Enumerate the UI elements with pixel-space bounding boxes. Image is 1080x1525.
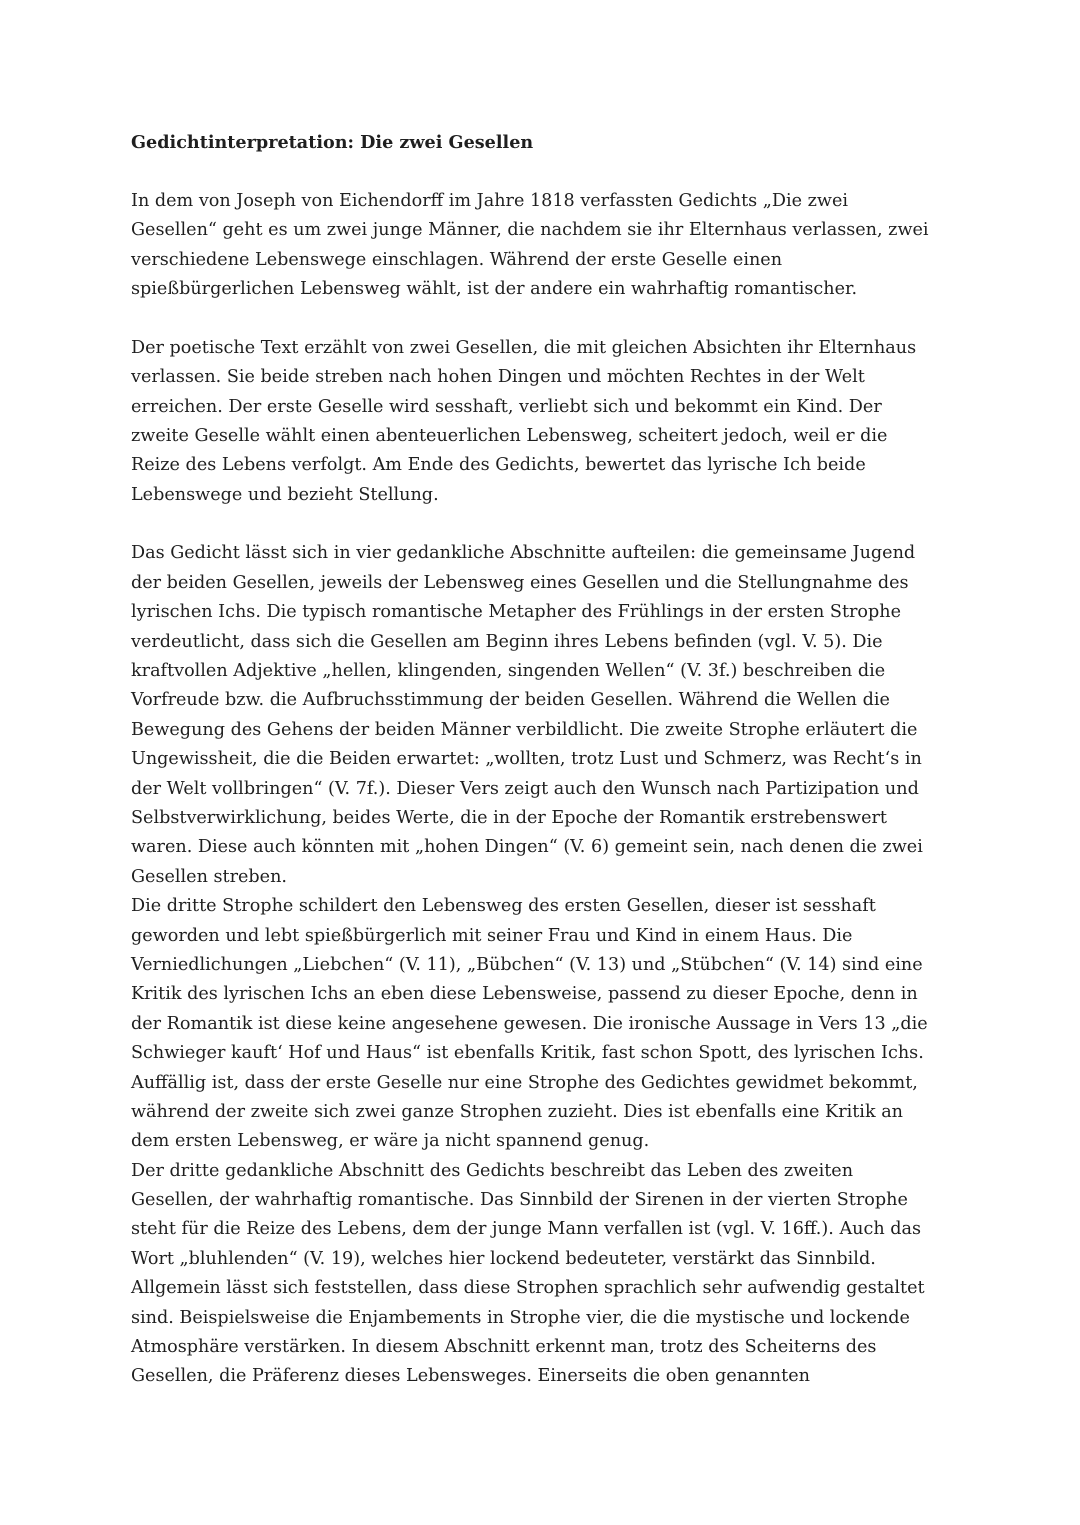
text-line: zweite Geselle wählt einen abenteuerlichen Lebensweg, scheitert jedoch, weil er die xyxy=(131,425,888,446)
document-body xyxy=(131,128,951,1392)
text-line: Der dritte gedankliche Abschnitt des Gedichts beschreibt das Leben des zweiten xyxy=(131,1160,854,1181)
text-line: Auffällig ist, dass der erste Geselle nur eine Strophe des Gedichtes gewidmet bekommt, xyxy=(131,1072,918,1093)
text-line: Der poetische Text erzählt von zwei Gesellen, die mit gleichen Absichten ihr Elternhaus xyxy=(131,337,917,358)
paragraph-gap xyxy=(131,304,951,333)
text-line: Selbstverwirklichung, beides Werte, die in der Epoche der Romantik erstrebenswert xyxy=(131,807,887,828)
text-line: In dem von Joseph von Eichendorff im Jahre 1818 verfassten Gedichts „Die zwei xyxy=(131,190,848,211)
text-line: Reize des Lebens verfolgt. Am Ende des Gedichts, bewertet das lyrische Ich beide xyxy=(131,455,866,476)
text-line: Vorfreude bzw. die Aufbruchsstimmung der beiden Gesellen. Während die Wellen die xyxy=(131,690,890,711)
text-line: Lebenswege und bezieht Stellung. xyxy=(131,484,439,505)
text-line: dem ersten Lebensweg, er wäre ja nicht spannend genug. xyxy=(131,1131,650,1152)
text-line: Schwieger kauft‘ Hof und Haus“ ist ebenfalls Kritik, fast schon Spott, des lyrischen Ichs. xyxy=(131,1043,924,1064)
text-line: verschiedene Lebenswege einschlagen. Während der erste Geselle einen xyxy=(131,249,783,270)
text-line: verdeutlicht, dass sich die Gesellen am Beginn ihres Lebens befinden (vgl. V. 5). Die xyxy=(131,631,883,652)
text-line: Allgemein lässt sich feststellen, dass diese Strophen sprachlich sehr aufwendig gestaltet xyxy=(131,1278,925,1299)
text-line: waren. Diese auch könnten mit „hohen Dingen“ (V. 6) gemeint sein, nach denen die zwei xyxy=(131,837,923,858)
text-line: Gesellen, die Präferenz dieses Lebensweges. Einerseits die oben genannten xyxy=(131,1366,810,1387)
text-line: Gesellen streben. xyxy=(131,866,288,887)
text-line: Die dritte Strophe schildert den Lebensweg des ersten Gesellen, dieser ist sesshaft xyxy=(131,896,876,917)
text-line: verlassen. Sie beide streben nach hohen Dingen und möchten Rechtes in der Welt xyxy=(131,367,865,388)
text-line: Gesellen“ geht es um zwei junge Männer, die nachdem sie ihr Elternhaus verlassen, zwei xyxy=(131,220,929,241)
document-title: Gedichtinterpretation: Die zwei Gesellen xyxy=(131,132,534,153)
text-line: Gesellen, der wahrhaftig romantische. Das Sinnbild der Sirenen in der vierten Strophe xyxy=(131,1190,908,1211)
paragraph-gap xyxy=(131,510,951,539)
text-line: Verniedlichungen „Liebchen“ (V. 11), „Bübchen“ (V. 13) und „Stübchen“ (V. 14) sind eine xyxy=(131,954,923,975)
paragraph-gap xyxy=(131,157,951,186)
text-line: sind. Beispielsweise die Enjambements in Strophe vier, die die mystische und lockende xyxy=(131,1307,910,1328)
text-line: während der zweite sich zwei ganze Strophen zuzieht. Dies ist ebenfalls eine Kritik an xyxy=(131,1101,904,1122)
text-line: der Welt vollbringen“ (V. 7f.). Dieser Vers zeigt auch den Wunsch nach Partizipation und xyxy=(131,778,919,799)
text-line: erreichen. Der erste Geselle wird sesshaft, verliebt sich und bekommt ein Kind. Der xyxy=(131,396,882,417)
text-line: lyrischen Ichs. Die typisch romantische Metapher des Frühlings in der ersten Strophe xyxy=(131,602,902,623)
text-line: Atmosphäre verstärken. In diesem Abschnitt erkennt man, trotz des Scheiterns des xyxy=(131,1337,877,1358)
text-line: steht für die Reize des Lebens, dem der junge Mann verfallen ist (vgl. V. 16ff.). Auch das xyxy=(131,1219,922,1240)
text-line: spießbürgerlichen Lebensweg wählt, ist der andere ein wahrhaftig romantischer. xyxy=(131,278,858,299)
text-line: Wort „bluhlenden“ (V. 19), welches hier lockend bedeuteter, verstärkt das Sinnbild. xyxy=(131,1248,876,1269)
text-line: der beiden Gesellen, jeweils der Lebensweg eines Gesellen und die Stellungnahme des xyxy=(131,572,909,593)
text-line: Kritik des lyrischen Ichs an eben diese Lebensweise, passend zu dieser Epoche, denn in xyxy=(131,984,918,1005)
paragraph xyxy=(131,187,951,305)
text-line: Ungewissheit, die die Beiden erwartet: „wollten, trotz Lust und Schmerz, was Recht‘s in xyxy=(131,749,922,770)
text-line: der Romantik ist diese keine angesehene gewesen. Die ironische Aussage in Vers 13 „die xyxy=(131,1013,928,1034)
paragraph xyxy=(131,334,951,510)
text-line: Bewegung des Gehens der beiden Männer verbildlicht. Die zweite Strophe erläutert die xyxy=(131,719,918,740)
text-line: kraftvollen Adjektive „hellen, klingenden, singenden Wellen“ (V. 3f.) beschreiben die xyxy=(131,661,886,682)
text-line: Das Gedicht lässt sich in vier gedankliche Abschnitte aufteilen: die gemeinsame Jugend xyxy=(131,543,916,564)
paragraphs-container xyxy=(131,187,951,1392)
text-line: geworden und lebt spießbürgerlich mit seiner Frau und Kind in einem Haus. Die xyxy=(131,925,853,946)
paragraph xyxy=(131,539,951,1391)
